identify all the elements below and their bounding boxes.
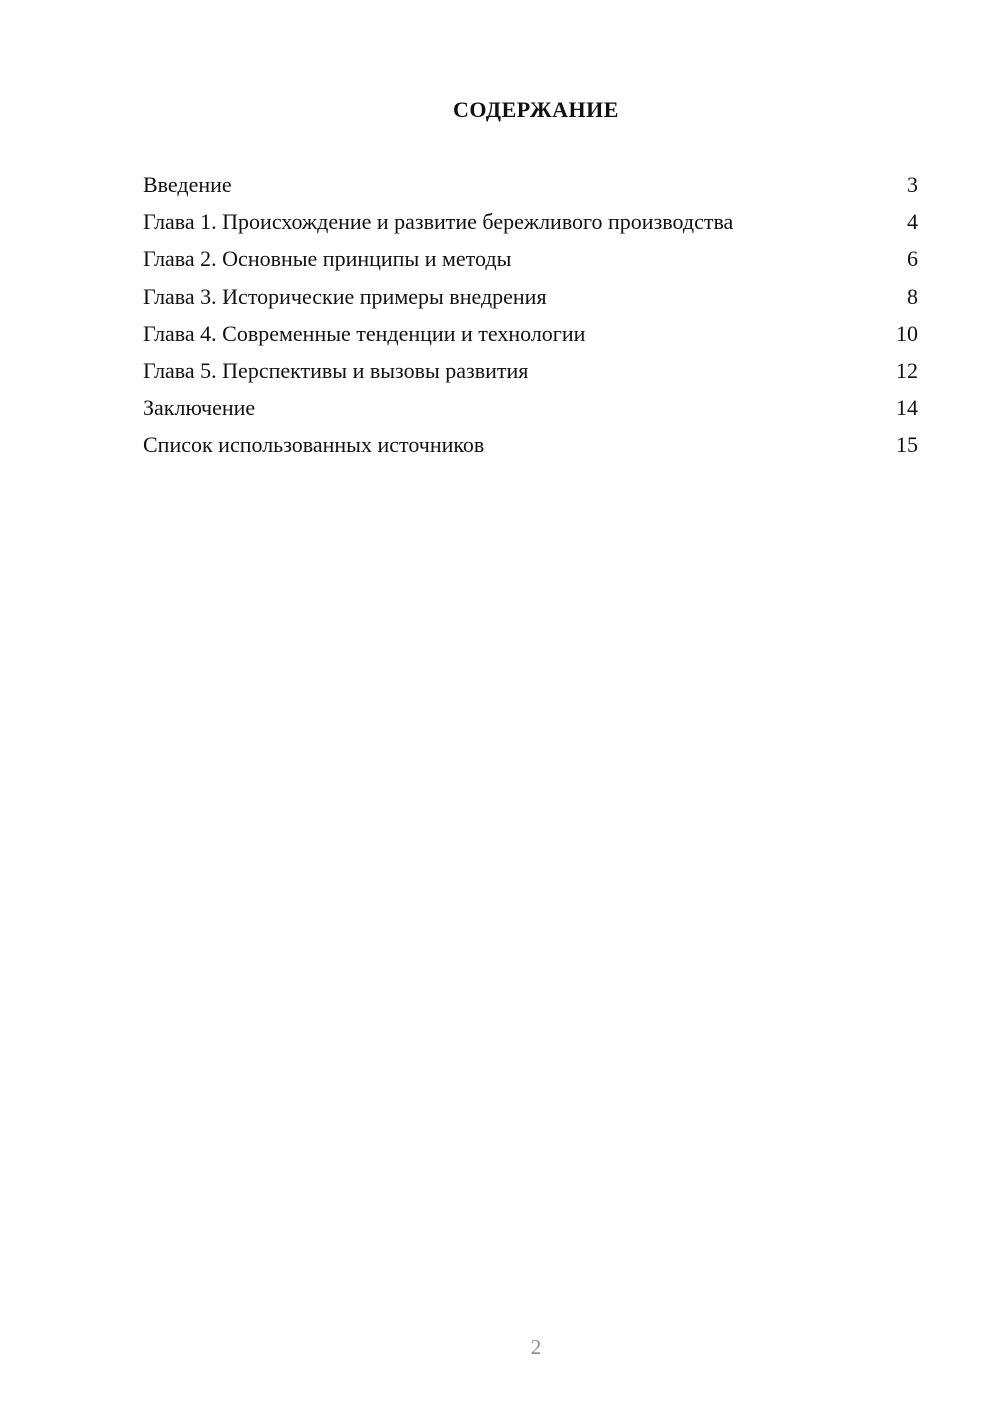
toc-entry[interactable] [143, 320, 918, 357]
page-title: СОДЕРЖАНИЕ [453, 97, 619, 122]
table-of-contents [143, 171, 918, 469]
toc-entry[interactable] [143, 245, 918, 282]
toc-entry-label: Глава 2. Основные принципы и методы [143, 246, 512, 272]
toc-entry-page-number: 10 [896, 320, 918, 346]
toc-entry-label: Глава 4. Современные тенденции и технологии [143, 320, 586, 346]
toc-entry-label: Глава 1. Происхождение и развитие бережливого производства [143, 209, 734, 235]
toc-entry-page-number: 12 [896, 357, 918, 383]
toc-entry[interactable] [143, 283, 918, 320]
toc-entry-label: Глава 5. Перспективы и вызовы развития [143, 357, 529, 383]
toc-entry[interactable] [143, 357, 918, 394]
toc-entry-label: Глава 3. Исторические примеры внедрения [143, 283, 547, 309]
toc-entry[interactable] [143, 431, 918, 468]
toc-entry-page-number: 14 [896, 395, 918, 421]
toc-entry-label: Заключение [143, 395, 256, 421]
toc-entry-label: Список использованных источников [143, 432, 485, 458]
page-number: 2 [530, 1335, 542, 1359]
toc-entry-page-number: 3 [907, 172, 918, 197]
toc-entry-page-number: 8 [907, 283, 918, 309]
toc-entry[interactable] [143, 394, 918, 431]
toc-entry-page-number: 4 [907, 209, 918, 235]
toc-entry-page-number: 6 [907, 246, 918, 272]
toc-entry-label: Введение [143, 172, 232, 197]
toc-entry-page-number: 15 [896, 432, 918, 458]
toc-entry[interactable] [143, 208, 918, 245]
toc-entry[interactable] [143, 171, 918, 208]
